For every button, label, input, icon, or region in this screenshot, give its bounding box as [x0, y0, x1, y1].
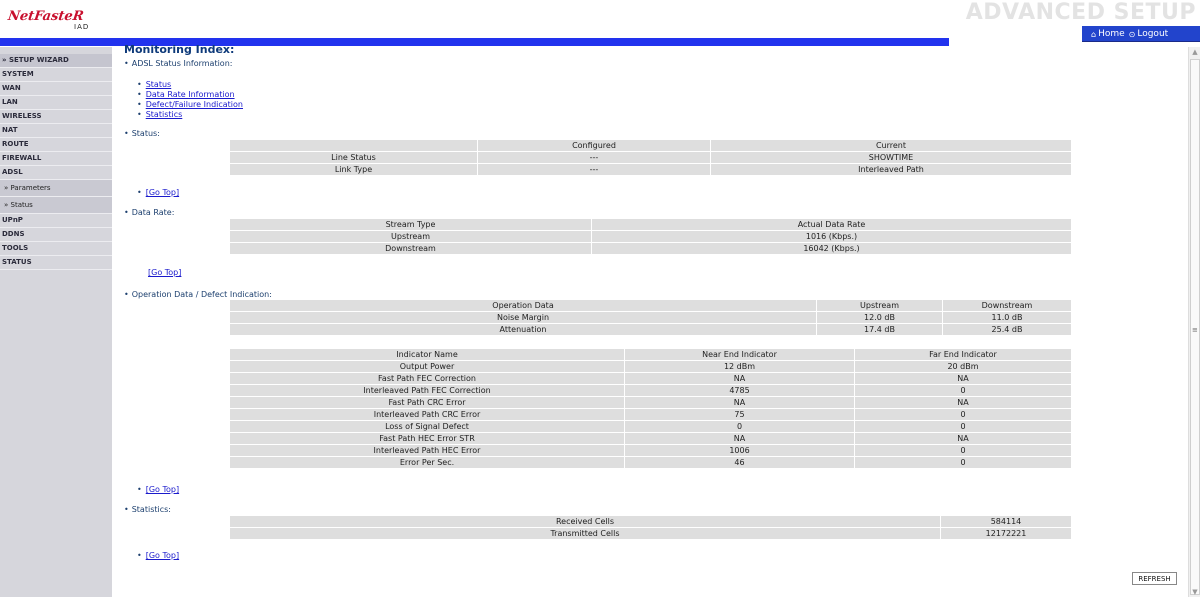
sidebar-item-status[interactable]: STATUS [0, 256, 112, 270]
status-heading: • Status: [124, 129, 160, 138]
table-cell: Interleaved Path [711, 164, 1071, 175]
page-title: Monitoring Index: [124, 43, 235, 56]
table-row [230, 243, 1071, 254]
table-cell: Interleaved Path CRC Error [230, 409, 624, 420]
table-cell: 17.4 dB [817, 324, 942, 335]
table-cell: 46 [625, 457, 854, 468]
table-header-row [230, 219, 1071, 230]
scroll-grip-icon: ≡ [1192, 326, 1198, 334]
go-top-label: [Go Top] [145, 551, 180, 560]
table-row [230, 457, 1071, 468]
go-top-link-3[interactable]: • [Go Top] [137, 485, 180, 494]
table-row [230, 324, 1071, 335]
table-cell: 1006 [625, 445, 854, 456]
operation-heading: • Operation Data / Defect Indication: [124, 290, 272, 299]
sidebar-item-adsl[interactable]: ADSL [0, 166, 112, 180]
indicator-table [229, 348, 1072, 469]
table-header-cell: Far End Indicator [855, 349, 1071, 360]
index-link-defect[interactable]: • Defect/Failure Indication [137, 100, 243, 109]
index-link-data-rate-label: Data Rate Information [145, 90, 235, 99]
table-cell: NA [625, 373, 854, 384]
table-header-row [230, 300, 1071, 311]
sidebar-item-route[interactable]: ROUTE [0, 138, 112, 152]
table-row [230, 361, 1071, 372]
table-cell: NA [625, 433, 854, 444]
index-link-statistics[interactable]: • Statistics [137, 110, 183, 119]
table-header-cell: Stream Type [230, 219, 591, 230]
table-cell: 16042 (Kbps.) [592, 243, 1071, 254]
table-cell: 0 [855, 385, 1071, 396]
table-row [230, 164, 1071, 175]
table-cell: 11.0 dB [943, 312, 1071, 323]
table-cell: 0 [855, 445, 1071, 456]
table-cell: 12 dBm [625, 361, 854, 372]
table-cell: Fast Path CRC Error [230, 397, 624, 408]
table-cell: 0 [855, 421, 1071, 432]
table-cell: NA [855, 433, 1071, 444]
table-row [230, 312, 1071, 323]
go-top-link-2[interactable]: [Go Top] [148, 268, 182, 277]
table-cell: 12172221 [941, 528, 1071, 539]
scroll-up-icon[interactable]: ▲ [1192, 48, 1198, 56]
status-table [229, 139, 1072, 176]
table-cell: NA [855, 397, 1071, 408]
table-row [230, 409, 1071, 420]
netfaster-logo [8, 9, 112, 29]
sidebar-item-upnp[interactable]: UPnP [0, 214, 112, 228]
index-link-statistics-label: Statistics [145, 110, 183, 119]
table-row [230, 528, 1071, 539]
table-cell: Noise Margin [230, 312, 816, 323]
table-header-cell: Near End Indicator [625, 349, 854, 360]
table-header-cell [230, 140, 477, 151]
sidebar-item-setup-wizard[interactable]: » SETUP WIZARD [0, 54, 112, 68]
table-cell: 75 [625, 409, 854, 420]
sidebar-item-tools[interactable]: TOOLS [0, 242, 112, 256]
table-cell: Received Cells [230, 516, 940, 527]
logout-label: Logout [1137, 29, 1169, 39]
go-top-label: [Go Top] [145, 188, 180, 197]
table-cell: Loss of Signal Defect [230, 421, 624, 432]
home-icon: ⌂ [1091, 29, 1097, 39]
go-top-link-1[interactable]: • [Go Top] [137, 188, 180, 197]
index-link-data-rate[interactable]: • Data Rate Information [137, 90, 235, 99]
home-label: Home [1098, 29, 1125, 39]
table-row [230, 152, 1071, 163]
table-header-cell: Indicator Name [230, 349, 624, 360]
table-cell: 25.4 dB [943, 324, 1071, 335]
table-header-cell: Downstream [943, 300, 1071, 311]
top-nav-underline [1082, 41, 1200, 42]
table-cell: Fast Path HEC Error STR [230, 433, 624, 444]
table-header-cell: Current [711, 140, 1071, 151]
table-row [230, 373, 1071, 384]
table-cell: 0 [855, 409, 1071, 420]
table-cell: 20 dBm [855, 361, 1071, 372]
table-cell: --- [478, 164, 710, 175]
table-cell: Fast Path FEC Correction [230, 373, 624, 384]
table-cell: --- [478, 152, 710, 163]
data-rate-label: Data Rate: [131, 208, 175, 217]
go-top-link-4[interactable]: • [Go Top] [137, 551, 180, 560]
index-link-status-label: Status [145, 80, 172, 89]
scroll-down-icon[interactable]: ▼ [1192, 588, 1198, 596]
table-row [230, 516, 1071, 527]
table-cell: Output Power [230, 361, 624, 372]
table-header-row [230, 349, 1071, 360]
statistics-table [229, 515, 1072, 540]
table-cell: 12.0 dB [817, 312, 942, 323]
sidebar [0, 47, 112, 597]
operation-data-table [229, 299, 1072, 336]
sidebar-item-wan[interactable]: WAN [0, 82, 112, 96]
top-nav [1082, 26, 1200, 42]
sidebar-item-ddns[interactable]: DDNS [0, 228, 112, 242]
home-link[interactable] [1091, 29, 1125, 39]
table-row [230, 385, 1071, 396]
table-row [230, 231, 1071, 242]
table-cell: 0 [855, 457, 1071, 468]
table-cell: Attenuation [230, 324, 816, 335]
operation-label: Operation Data / Defect Indication: [131, 290, 272, 299]
logo-main-text: NetFasteR [6, 9, 85, 24]
go-top-label: [Go Top] [145, 485, 180, 494]
table-cell: NA [855, 373, 1071, 384]
table-cell: SHOWTIME [711, 152, 1071, 163]
sidebar-item-lan[interactable]: LAN [0, 96, 112, 110]
table-cell: 4785 [625, 385, 854, 396]
table-cell: Interleaved Path HEC Error [230, 445, 624, 456]
statistics-heading: • Statistics: [124, 505, 171, 514]
logout-icon: ⊙ [1128, 29, 1136, 39]
logo-sub-text: IAD [74, 23, 90, 31]
table-cell: Line Status [230, 152, 477, 163]
sidebar-item-wireless[interactable]: WIRELESS [0, 110, 112, 124]
status-label: Status: [131, 129, 160, 138]
table-cell: 1016 (Kbps.) [592, 231, 1071, 242]
table-cell: Downstream [230, 243, 591, 254]
vertical-scrollbar[interactable] [1188, 47, 1200, 597]
table-row [230, 433, 1071, 444]
table-cell: Upstream [230, 231, 591, 242]
table-header-cell: Actual Data Rate [592, 219, 1071, 230]
sidebar-item-firewall[interactable]: FIREWALL [0, 152, 112, 166]
adsl-info-label: ADSL Status Information: [131, 59, 233, 68]
sidebar-subitem-parameters[interactable]: » Parameters [0, 180, 112, 197]
sidebar-subitem-status[interactable]: » Status [0, 197, 112, 214]
table-cell: Interleaved Path FEC Correction [230, 385, 624, 396]
table-header-row [230, 140, 1071, 151]
table-cell: Transmitted Cells [230, 528, 940, 539]
sidebar-item-system[interactable]: SYSTEM [0, 68, 112, 82]
table-cell: Error Per Sec. [230, 457, 624, 468]
table-row [230, 421, 1071, 432]
refresh-button[interactable]: REFRESH [1132, 572, 1177, 585]
data-rate-heading: • Data Rate: [124, 208, 175, 217]
table-row [230, 445, 1071, 456]
logout-link[interactable] [1129, 29, 1169, 39]
table-cell: Link Type [230, 164, 477, 175]
index-link-status[interactable]: • Status [137, 80, 172, 89]
data-rate-table [229, 218, 1072, 255]
table-cell: 0 [625, 421, 854, 432]
sidebar-item-nat[interactable]: NAT [0, 124, 112, 138]
index-link-defect-label: Defect/Failure Indication [145, 100, 243, 109]
statistics-label: Statistics: [131, 505, 171, 514]
table-header-cell: Upstream [817, 300, 942, 311]
table-cell: NA [625, 397, 854, 408]
adsl-info-heading: • ADSL Status Information: [124, 59, 233, 68]
table-header-cell: Configured [478, 140, 710, 151]
table-cell: 584114 [941, 516, 1071, 527]
page-banner-title: ADVANCED SETUP [965, 0, 1196, 25]
table-header-cell: Operation Data [230, 300, 816, 311]
table-row [230, 397, 1071, 408]
